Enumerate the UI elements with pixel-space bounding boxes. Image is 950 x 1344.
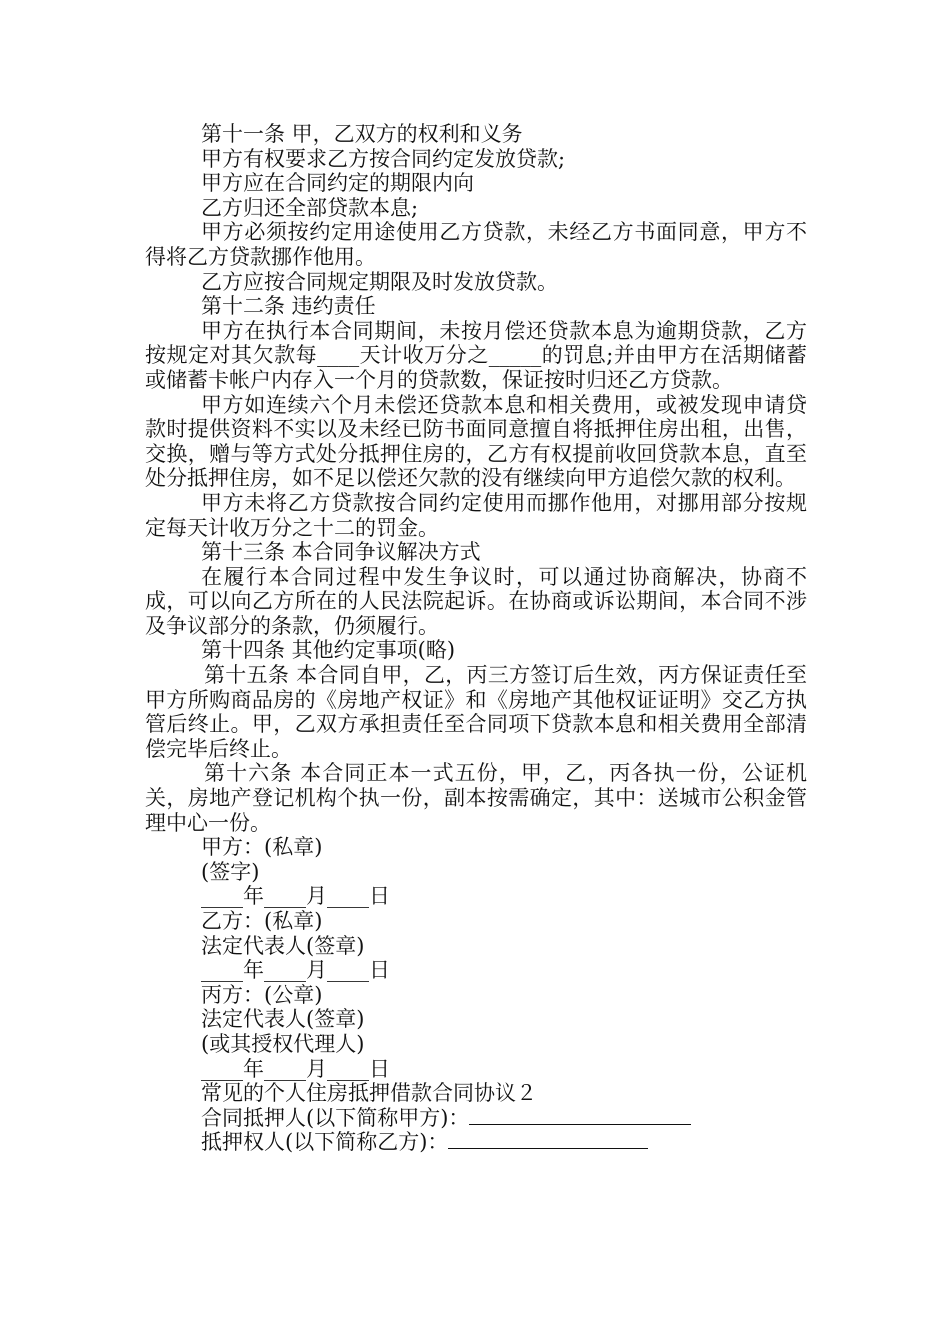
paragraph: 在履行本合同过程中发生争议时，可以通过协商解决，协商不成，可以向乙方所在的人民法院起诉。在协商或诉讼期间，本合同不涉及争议部分的条款，仍须履行。 — [145, 564, 807, 638]
paragraph: 甲方必须按约定用途使用乙方贷款，未经乙方书面同意，甲方不得将乙方贷款挪作他用。 — [145, 220, 807, 269]
mortgagee-label: 抵押权人(以下简称乙方)： — [201, 1130, 449, 1155]
paragraph: 甲方如连续六个月未偿还贷款本息和相关费用，或被发现申请贷款时提供资料不实以及未经已防书面同意擅自将抵押住房出租，出售，交换，赠与等方式处分抵押住房的，乙方有权提前收回贷款本息，直至处分抵押住房，如不足以偿还欠款的没有继续向甲方追偿欠款的权利。 — [145, 392, 807, 491]
date-line: ____年____月____日 — [201, 884, 390, 909]
article-16-paragraph: 第十六条 本合同正本一式五份，甲，乙，丙各执一份，公证机关，房地产登记机构个执一份，副本按需确定，其中：送城市公积金管理中心一份。 — [145, 761, 807, 835]
article-14-heading: 第十四条 其他约定事项(略) — [201, 638, 456, 663]
party-c-representative-line: 法定代表人(签章) — [201, 1007, 365, 1032]
party-c-agent-line: (或其授权代理人) — [201, 1031, 365, 1056]
party-a-signature-line: (签字) — [201, 859, 260, 884]
paragraph: 乙方应按合同规定期限及时发放贷款。 — [201, 269, 558, 294]
party-b-seal-line: 乙方：(私章) — [201, 909, 323, 933]
mortgagor-field-line — [145, 1106, 807, 1131]
paragraph: 乙方归还全部贷款本息; — [201, 195, 419, 220]
party-a-seal-line: 甲方：(私章) — [201, 835, 323, 860]
next-contract-title: 常见的个人住房抵押借款合同协议２ — [201, 1081, 537, 1106]
article-13-heading: 第十三条 本合同争议解决方式 — [201, 540, 481, 565]
mortgagee-blank — [448, 1130, 648, 1149]
mortgagor-label: 合同抵押人(以下简称甲方)： — [201, 1105, 470, 1130]
article-15-paragraph: 第十五条 本合同自甲，乙，丙三方签订后生效，丙方保证责任至甲方所购商品房的《房地产权证》和《房地产其他权证证明》交乙方执管后终止。甲，乙双方承担责任至合同项下贷款本息和相关费用全部清偿完毕后终止。 — [145, 663, 807, 761]
paragraph: 甲方有权要求乙方按合同约定发放贷款; — [201, 146, 566, 171]
mortgagee-field-line — [145, 1130, 807, 1155]
article-12-heading: 第十二条 违约责任 — [201, 294, 376, 319]
party-c-seal-line: 丙方：(公章) — [201, 982, 323, 1007]
mortgagor-blank — [469, 1106, 691, 1125]
document-body — [145, 122, 807, 1155]
paragraph: 甲方未将乙方贷款按合同约定使用而挪作他用，对挪用部分按规定每天计收万分之十二的罚金。 — [145, 490, 807, 540]
paragraph: 甲方应在合同约定的期限内向 — [201, 171, 474, 196]
date-line: ____年____月____日 — [201, 1056, 390, 1081]
party-b-representative-line: 法定代表人(签章) — [201, 933, 365, 958]
date-line: ____年____月____日 — [201, 958, 390, 983]
paragraph: 甲方在执行本合同期间，未按月偿还贷款本息为逾期贷款，乙方按规定对其欠款每____天计收万分之_____的罚息;并由甲方在活期储蓄或储蓄卡帐户内存入一个月的贷款数，保证按时归还乙方贷款。 — [145, 318, 807, 392]
article-11-heading: 第十一条 甲，乙双方的权利和义务 — [201, 122, 523, 146]
